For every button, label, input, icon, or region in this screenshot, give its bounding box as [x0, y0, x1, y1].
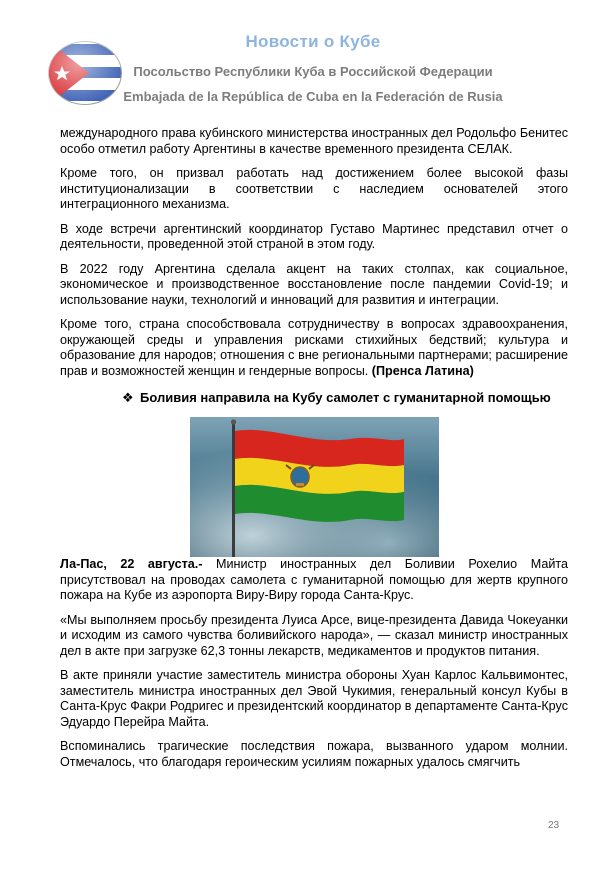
article2-paragraph-1	[60, 557, 568, 604]
embassy-name-es: Embajada de la República de Cuba en la Federación de Rusia	[123, 89, 503, 104]
dateline: Ла-Пас, 22 августа.-	[60, 557, 203, 571]
embassy-name-ru: Посольство Республики Куба в Российской Федерации	[133, 64, 493, 79]
article1-paragraph-5-text: Кроме того, страна способствовала сотрудничеству в вопросах здравоохранения, окружающей среды и управления рисками стихийных бедствий; культура и образование для народов; отношения с вне региональными партнерами; расширение прав и возможностей женщин и гендерные вопросы.	[60, 317, 568, 378]
news-source: (Пренса Латина)	[371, 363, 474, 378]
article1-paragraph-3: В ходе встречи аргентинский координатор Густаво Мартинес представил отчет о деятельности, проведенной этой страной в этом году.	[60, 221, 568, 251]
page-content	[60, 126, 568, 779]
article2-paragraph-1-text: Министр иностранных дел Боливии Рохелио Майта присутствовал на проводах самолета с гуманитарной помощью для жертв крупного пожара на Кубе из аэропорта Виру-Виру города Санта-Крус.	[60, 557, 568, 602]
article1-paragraph-5	[60, 317, 568, 379]
article2-heading	[60, 389, 568, 407]
cuban-flag-emblem-icon	[47, 40, 123, 106]
article1-paragraph-2: Кроме того, он призвал работать над достижением более высокой фазы институционализации в соответствии с наследием основателей этого интеграционного механизма.	[60, 166, 568, 211]
article2-paragraph-3: В акте приняли участие заместитель министра обороны Хуан Карлос Кальвимонтес, заместитель министра иностранных дел Эвой Чукимия, генеральный консул Кубы в Санта-Крус Факри Родригес и президентский координатор в департаменте Санта-Крус Эдуардо Перейра Майта.	[60, 668, 568, 729]
article2-paragraph-4: Вспоминались трагические последствия пожара, вызванного ударом молнии. Отмечалось, что благодаря героическим усилиям пожарных удалось смягчить	[60, 739, 568, 769]
article2-paragraph-2: «Мы выполняем просьбу президента Луиса Арсе, вице-президента Давида Чокеуанки и исходим из самого чувства боливийского народа», — сказал министр иностранных дел в акте при загрузке 62,3 тонны лекарств, медикаментов и продуктов питания.	[60, 612, 568, 658]
article2-heading-text: Боливия направила на Кубу самолет с гуманитарной помощью	[140, 390, 551, 405]
article1-paragraph-1: международного права кубинского министерства иностранных дел Родольфо Бенитес особо отметил работу Аргентины в качестве временного президента СЕЛАК.	[60, 126, 568, 156]
newsletter-title: Новости о Кубе	[245, 32, 381, 51]
page-number: 23	[548, 820, 560, 831]
diamond-bullet-icon: ❖	[122, 390, 134, 405]
article1-paragraph-4: В 2022 году Аргентина сделала акцент на таких столпах, как социальное, экономическое и производственное восстановление после пандемии Covid-19; и использование науки, технологий и инноваций для развития и интеграции.	[60, 261, 568, 307]
bolivian-flag-photo	[190, 417, 439, 557]
page-header	[0, 0, 611, 120]
